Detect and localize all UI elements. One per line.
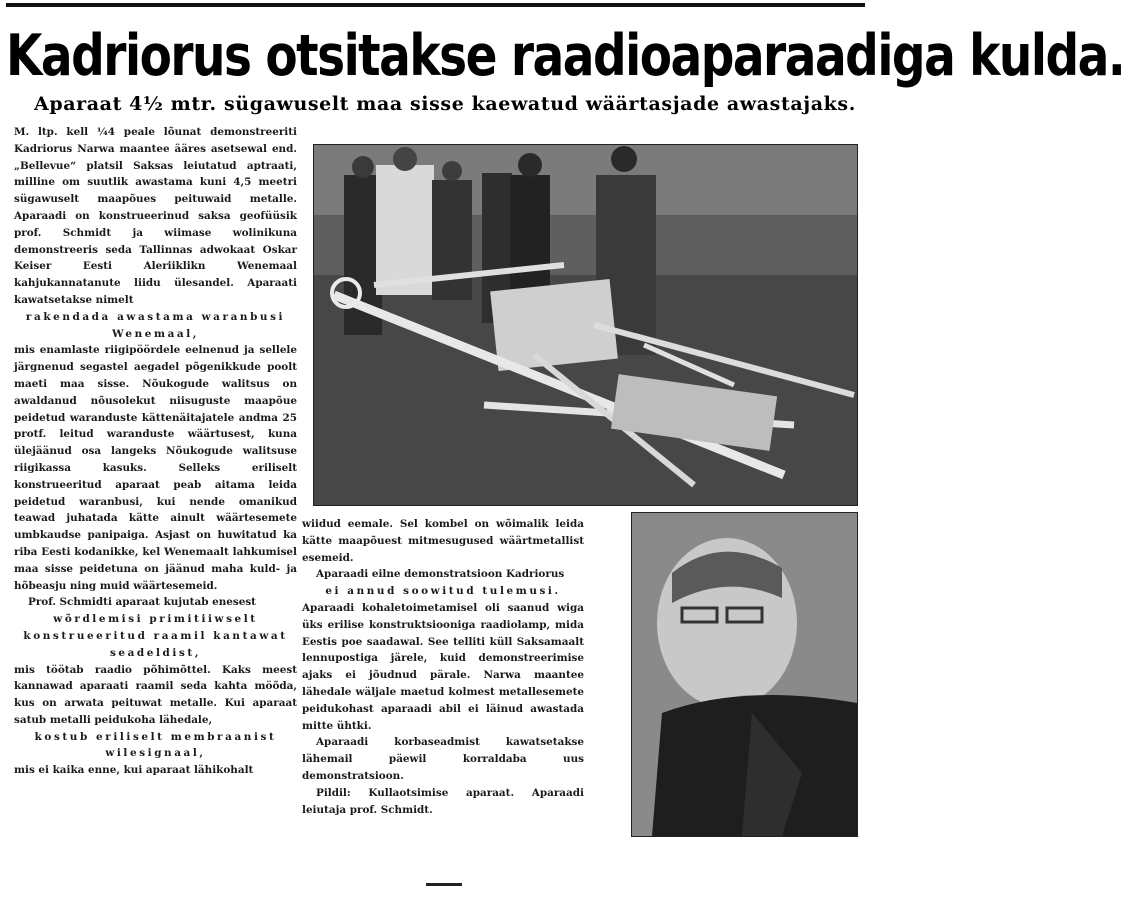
section-heading: rakendada awastama waranbusi Wenemaal, (25, 310, 286, 340)
paragraph: Aparaadi kohaletoimetamisel oli saanud wiga üks erilise konstruktsiooniga raadiolamp, mida Eestis poe saadawal. See telliti küll Saksamaalt lennupostiga järele, kuid demonstreerimise ajaks ei jõudnud pärale. Narwa maantee lähedale wäljale maetud kolmest metallesemete peidukohast aparaadi abil ei läinud awastada mitte ühtki. (302, 601, 584, 732)
section-heading: kostub eriliselt membraanist wilesignaal, (34, 730, 277, 760)
paragraph: wiidud eemale. Sel kombel on wõimalik leida kätte maapõuest mitmesugused wäärtmetallist esemeid. (302, 518, 584, 564)
subtitle: Aparaat 4½ mtr. sügawuselt maa sisse kaewatud wäärtasjade awastajaks. (34, 93, 856, 115)
paragraph: mis töötab raadio põhimõttel. Kaks meest kannawad aparaati raamil seda kahta möõda, kus on arwata peituwat metalle. Kui aparaat satub metalli peidukoha lähedale, (14, 663, 297, 726)
section-heading: wõrdlemisi primitiiwselt konstrueeritud raamil kantawat seadeldist, (23, 613, 288, 659)
section-heading: ei annud soowitud tulemusi. (325, 585, 561, 598)
inventor-portrait-photo (631, 512, 858, 837)
top-rule (6, 3, 865, 7)
paragraph: Prof. Schmidti aparaat kujutab enesest (28, 596, 256, 609)
portrait-illustration (632, 513, 857, 836)
paragraph: M. ltp. kell ¼4 peale lõunat demonstreeriti Kadriorus Narwa maantee ääres asetsewal end. „Bellevue“ platsil Saksas leiutatud aptraati, milline om suutlik awastama kuni 4,5 meetri sügawuselt maapõues peituwaid metalle. Aparaadi on konstrueerinud saksa geofüüsik prof. Schmidt ja wiimase wolinikuna demonstreeris seda Tallinnas adwokaat Oskar Keiser Eesti Aleriiklikn Wenemaal kahjukannatanute liidu ülesandel. Aparaati kawatsetakse nimelt (14, 126, 297, 306)
end-mark (426, 883, 462, 886)
paragraph: mis ei kaika enne, kui aparaat lähikohalt (14, 764, 254, 777)
photo-caption: Pildil: Kullaotsimise aparaat. Aparaadi leiutaja prof. Schmidt. (302, 786, 584, 816)
field-demonstration-photo (313, 144, 858, 506)
page-title: Kadriorus otsitakse raadioaparaadiga kulda. (6, 22, 1124, 90)
paragraph: mis enamlaste riigipöördele eelnenud ja sellele järgnenud segastel aegadel põgenikkude poolt maeti maa sisse. Nõukogude walitsus on awaldanud nõusolekut niisuguste maapõue peidetud waranduste kättenäitajatele andma 25 protf. leitud waranduste wäärtusest, kuna ülejäänud osa langeks Nõukogude walitsuse riigikassa kasuks. Selleks eriliselt konstrueeritud aparaat peab aitama leida peidetud waranbusi, kui nende omanikud teawad juhatada kätte ainult wäärtesemete umbkaudse panipaiga. Asjast on huwitatud ka riba Eesti kodanikke, kel Wenemaalt lahkumisel maa sisse peidetuna on jäänud maha kuld- ja hõbeasju ning muid wäärtesemeid. (14, 344, 297, 592)
article-column-1 (14, 124, 297, 894)
paragraph: Aparaadi korbaseadmist kawatsetakse lähemail päewil korraldaba uus demonstratsioon. (302, 736, 584, 782)
paragraph: Aparaadi eilne demonstratsioon Kadriorus (316, 568, 565, 581)
article-column-2 (302, 516, 584, 876)
photo-illustration (314, 145, 857, 505)
